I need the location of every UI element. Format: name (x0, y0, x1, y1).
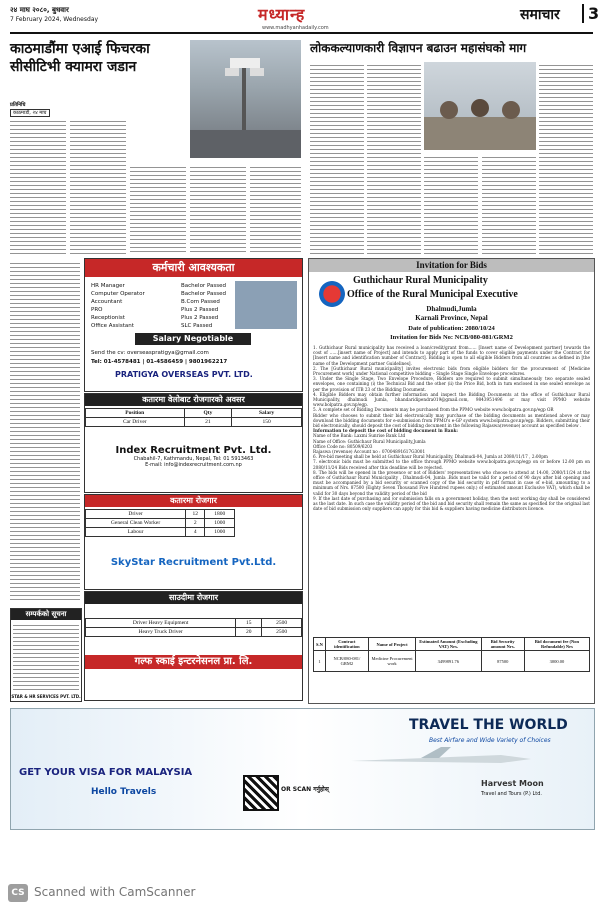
left-long-column-text (10, 260, 80, 603)
bottom-travel-ad (10, 708, 595, 830)
bid-table-cell: NCB/080-081/ GRM2 (325, 651, 368, 672)
right-article-col4-text (482, 154, 536, 255)
table-row (86, 418, 302, 427)
skystar-cell: Labour (86, 528, 186, 537)
table-row (86, 619, 302, 628)
invitation-place2: Karnali Province, Nepal (415, 314, 488, 322)
saudi-table (85, 618, 302, 637)
left-byline-place: काठमाडौं, २४ माघ (10, 109, 50, 117)
skystar-cell: 1000 (205, 528, 235, 537)
item-number: 1. (313, 345, 317, 350)
hello-travels-logo: Hello Travels (91, 787, 157, 797)
job-qual-1: Bachelor Passed (181, 291, 226, 297)
table-row (86, 510, 235, 519)
invitation-item: The bids will be opened in the presence or not of Bidders' representatives who choose to attend at 14:00, 2080/11/24 at the office of Guthichaur Rural Municipality , Dhalmudi-04, Jumla .Bids must be valid for a period of 90 days after bid opening and must be accompanied by a bid security or scanned copy of the bid security in pdf format in case of e-bid, amounting to a minimum of Nrs. 87500 (Eighty Seven Thousand Five Hundred rupees only.) of estimated amount Exclusive VAT), which shall be valid for 30 days beyond the validity period of the bid (313, 469, 590, 496)
index-cell: Car Driver (86, 418, 185, 427)
index-banner: कतारमा वेलोबाट रोजगारको अवसर (85, 394, 302, 406)
table-row (86, 628, 302, 637)
index-ad (84, 393, 303, 493)
left-article-col4-text (190, 164, 246, 255)
item-number: 2. (313, 365, 317, 371)
bid-table-cell: 87500 (481, 651, 524, 672)
invitation-place1: Dhalmudi,Jumla (426, 305, 477, 313)
right-headline: लोककल्याणकारी विज्ञापन बढाउन महासंघको माग (310, 41, 527, 55)
invitation-body (313, 345, 590, 615)
bank-line: Rajaswa (revenue) Account no : 07004891617G3001 (313, 449, 426, 455)
item-number: 3. (313, 376, 317, 382)
newspaper-logo: मध्यान्ह (258, 5, 306, 24)
job-pos-1: Computer Operator (91, 291, 145, 297)
index-email: E-mail: info@indexrecruitment.com.np (145, 462, 242, 468)
item-number: 9. (313, 495, 317, 501)
saudi-cell: 2500 (262, 619, 302, 628)
qr-code-icon (243, 775, 279, 811)
invitation-banner: Invitation for Bids (309, 259, 594, 272)
job-pos-2: Accountant (91, 299, 123, 305)
invitation-for-bids (308, 258, 595, 704)
item-number: 6. (313, 454, 317, 460)
bid-table-cell: Medicine Procurement work (368, 651, 415, 672)
invitation-pubdate: Date of publication: 2080/10/24 (408, 325, 495, 332)
cctv-pole-image (190, 40, 301, 158)
saudi-cell: Heavy Truck Driver (86, 628, 236, 637)
notice-small-title: सम्पर्कको सूचना (11, 609, 81, 620)
bank-line: Name of the Bank: Laxmi Sunrise Bank Ltd (313, 433, 406, 439)
job-qual-3: Plus 2 Passed (181, 307, 219, 313)
left-article-col2-text (70, 118, 126, 255)
bank-line: Name of Office: Guthichaur Rural Municipality,Jumla (313, 438, 426, 444)
saudi-ad (84, 591, 303, 701)
right-article (310, 40, 593, 255)
saudi-cell: 2500 (262, 628, 302, 637)
info-title: Information to deposit the cost of bidding document in Bank: (313, 428, 458, 434)
right-article-col5-text (539, 62, 593, 255)
invitation-item: If the last date of purchasing and /or submission falls on a government holiday, then the next working day shall be considered as the last date. In such case the validity period of the bid and bid security shall remain the same as specified for the original last date of bid submission only suppliers can apply for this bid & suppliers having medicine distributors licence. (313, 495, 590, 512)
job-qual-2: B.Com Passed (181, 299, 220, 305)
camscanner-logo-icon: CS (8, 884, 28, 902)
index-cell: 150 (232, 418, 302, 427)
job-qual-5: SLC Passed (181, 323, 213, 329)
notice-small-company: STAR & HR SERVICES PVT. LTD. (11, 694, 81, 699)
skystar-ad (84, 494, 303, 590)
invitation-item: A complete set of Bidding Documents may be purchased from the PPMO website www.bolpatra.gov.np/egp OR (318, 407, 554, 413)
job-ad (84, 258, 303, 392)
visa-title: GET YOUR VISA FOR MALAYSIA (19, 767, 193, 778)
right-article-col1-text (310, 62, 364, 255)
salary-label: Salary Negotiable (135, 333, 251, 345)
item-number: 5. (313, 407, 317, 413)
right-article-col2-text (367, 62, 421, 255)
invitation-item: Eligible Bidders may obtain further information and inspect the Bidding Documents at the office of Guthichaur Rural Municipality, dhalmudi Jumla, bhandaridipendra019@gmail.com, 9843951496 or may visit PPMO website www.bolpatra.gov.np/egp. (313, 391, 590, 408)
bid-table-header: Estimated Amount (Excluding VAT) Nrs. (416, 638, 481, 651)
travel-title: TRAVEL THE WORLD (409, 717, 568, 733)
job-qual-4: Plus 2 Passed (181, 315, 219, 321)
saudi-cell: Driver Heavy Equipment (86, 619, 236, 628)
left-article-col5-text (250, 164, 301, 255)
index-cell: 21 (184, 418, 232, 427)
job-photo (235, 281, 297, 329)
masthead (10, 2, 600, 34)
left-article-col1-text (10, 118, 66, 255)
skystar-cell: 2 (186, 519, 205, 528)
job-email: Send the cv: overseaspratigya@gmail.com (91, 350, 209, 356)
index-col-header: Position (86, 409, 185, 418)
skystar-company: SkyStar Recruitment Pvt.Ltd. (110, 557, 277, 568)
section-title: समाचार (520, 7, 560, 23)
right-article-col3-text (424, 154, 478, 255)
job-tel: Tel: 01-4578481 | 01-4586459 | 9801962217 (91, 359, 228, 365)
harvest-moon-sub: Travel and Tours (P.) Ltd. (481, 791, 542, 797)
job-qual-0: Bachelor Passed (181, 283, 226, 289)
bid-table-cell: 1 (314, 651, 326, 672)
bank-line: Office Code no: 80509/6203 (313, 443, 373, 449)
index-company: Index Recruitment Pvt. Ltd. (115, 445, 272, 456)
item-number: 8. (313, 469, 317, 475)
item-number: 7. (313, 459, 317, 465)
left-article-col3-text (130, 164, 186, 255)
meeting-photo (424, 62, 536, 150)
index-col-header: Salary (232, 409, 302, 418)
item-number: 4. (313, 391, 317, 397)
table-row (86, 519, 235, 528)
job-company: PRATIGYA OVERSEAS PVT. LTD. (115, 370, 253, 379)
invitation-org1: Guthichaur Rural Municipality (353, 275, 488, 286)
notice-small (10, 608, 82, 702)
job-pos-0: HR Manager (91, 283, 125, 289)
saudi-cell: 20 (236, 628, 262, 637)
article-photo (190, 40, 301, 158)
invitation-org2: Office of the Rural Municipal Executive (347, 289, 518, 300)
skystar-cell: 12 (186, 510, 205, 519)
job-pos-5: Office Assistant (91, 323, 134, 329)
saudi-banner: साउदीमा रोजगार (85, 592, 302, 604)
travel-subtitle: Best Airfare and Wide Variety of Choices (429, 737, 551, 744)
airplane-icon (341, 747, 541, 769)
index-addr: Chabahil-7, Kathmandu, Nepal, Tel: 01 5913463 (133, 456, 254, 462)
invitation-item: Guthichaur Rural municipality has received a loan/credit/grant from...... [Insert name of Development partner] towards the cost of ......[insert name of Project] and intends to apply part of the funds to cover eligible payments under the Contract for [Insert name and identification number of Contract]. Bidding is open to all eligible Bidders from all countries as defined in [the name of the Development partner Guidelines]. (313, 345, 590, 366)
bid-table-header: Contract identification (325, 638, 368, 651)
header-date-np: २४ माघ २०८०, बुधवार (10, 6, 69, 14)
bid-table-header: Bid Security amount Nrs. (481, 638, 524, 651)
bid-table (313, 637, 590, 672)
index-table (85, 408, 302, 427)
skystar-cell: General Clean Worker (86, 519, 186, 528)
header-rule (10, 32, 593, 34)
skystar-cell: Driver (86, 510, 186, 519)
qr-scan-text: OR SCAN गर्नुहोस् (281, 786, 329, 793)
bid-table-cell: 3000.00 (524, 651, 589, 672)
saudi-company: गल्फ स्काई इन्टरनेसनल प्रा. लि. (85, 655, 302, 669)
invitation-item: Pre-bid meeting shall be held at Guthichaur Rural Municipality, Dhalmudi-04, Jumla at 2080/11/17 , 2:00pm (318, 454, 548, 460)
left-headline: काठमाडौंमा एआई फिचरका सीसीटिभी क्यामरा जडान (10, 41, 150, 75)
bid-table-header: Name of Project (368, 638, 415, 651)
left-byline: प्रतिनिधि (10, 102, 26, 108)
camscanner-text: Scanned with CamScanner (34, 885, 196, 899)
website-url: www.madhyanhadaily.com (262, 25, 329, 31)
table-row (86, 528, 235, 537)
index-col-header: Qty (184, 409, 232, 418)
invitation-bidno: Invitation for Bids No: NCB/080-081/GRM2 (390, 334, 513, 341)
skystar-cell: 4 (186, 528, 205, 537)
saudi-cell: 15 (236, 619, 262, 628)
job-ad-title: कर्मचारी आवश्यकता (85, 259, 302, 277)
invitation-item: Under the Single Stage, Two Envelope Procedure, Bidders are required to submit simultaneously two separate sealed envelopes, one containing (i) the Technical Bid and the other (ii) the Price Bid, both in tum enclosed in one sealed envelope as per the provision of ITB 23 of the Bidding Document. (313, 376, 590, 392)
invitation-item: electronic bids must be submitted to the office through PPMO website www.bolpatra.gov.np/egp on or before 12:00 pm on 2080/11/24 Bids received after this deadline will be rejected. (313, 459, 590, 470)
notice-small-text (13, 622, 79, 692)
skystar-banner: कतारमा रोजगार (85, 495, 302, 507)
harvest-moon-logo: Harvest Moon (481, 779, 544, 788)
page-number: 3 (582, 4, 599, 23)
job-pos-3: PRO (91, 307, 103, 313)
skystar-table (85, 509, 235, 537)
bidder-note: Bidder who chooses to submit their bid electronically may purchase of the bidding documents as mentioned above or may download the bidding documents for e-submission from PPMO's e-GP system www.bolpatra.gov.np/egp. Bidders, submitting their bid electronically, should deposit the cost of bidding document in the following Rajaswa(revenue) account as specified below . (313, 412, 590, 429)
table-row (314, 651, 590, 672)
bid-table-header: S.N (314, 638, 326, 651)
left-article (10, 40, 301, 255)
skystar-cell: 1800 (205, 510, 235, 519)
invitation-item: The [Guthichaur Rural municipality] invites electronic bids from eligible bidders for the procurement of [Medicine Procurement work] under National competitive bidding – Single Stage Single Envelope procedures. (313, 365, 590, 377)
header-date-en: 7 February 2024, Wednesday (10, 16, 99, 23)
right-article-photo (424, 62, 536, 150)
skystar-cell: 1000 (205, 519, 235, 528)
airplane-image (341, 747, 541, 769)
bid-table-cell: 3499891.76 (416, 651, 481, 672)
job-pos-4: Receptionist (91, 315, 125, 321)
bid-table-header: Bid document fee (Non Refundable) Nrs (524, 638, 589, 651)
